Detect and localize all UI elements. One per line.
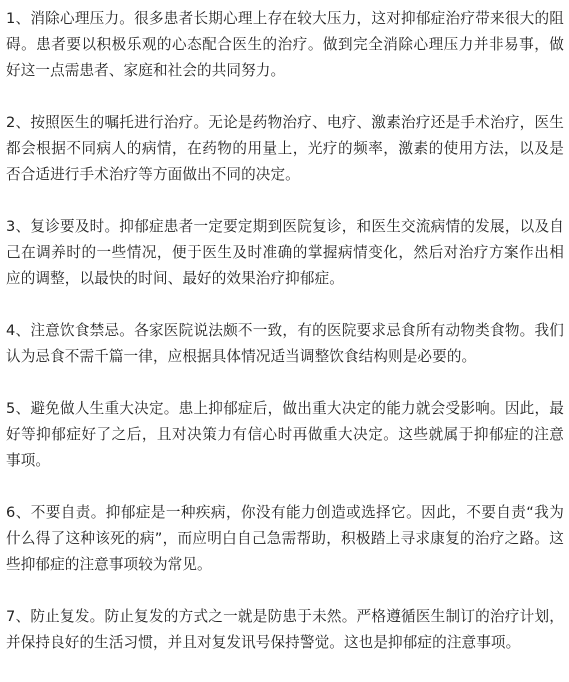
paragraph-7: 7、防止复发。防止复发的方式之一就是防患于未然。严格遵循医生制订的治疗计划，并保持良好的生活习惯，并且对复发讯号保持警觉。这也是抑郁症的注意事项。 xyxy=(6,608,564,651)
paragraph-2: 2、按照医生的嘱托进行治疗。无论是药物治疗、电疗、激素治疗还是手术治疗，医生都会根据不同病人的病情，在药物的用量上，光疗的频率，激素的使用方法，以及是否合适进行手术治疗等方面做出不同的决定。 xyxy=(6,114,564,183)
article-body xyxy=(6,6,564,682)
paragraph-5: 5、避免做人生重大决定。患上抑郁症后，做出重大决定的能力就会受影响。因此，最好等抑郁症好了之后，且对决策力有信心时再做重大决定。这些就属于抑郁症的注意事项。 xyxy=(6,400,564,469)
paragraph-6: 6、不要自责。抑郁症是一种疾病，你没有能力创造或选择它。因此，不要自责“我为什么得了这种该死的病”，而应明白自己急需帮助，积极踏上寻求康复的治疗之路。这些抑郁症的注意事项较为常见。 xyxy=(6,504,564,573)
paragraph-4: 4、注意饮食禁忌。各家医院说法颇不一致，有的医院要求忌食所有动物类食物。我们认为忌食不需千篇一律，应根据具体情况适当调整饮食结构则是必要的。 xyxy=(6,322,564,365)
paragraph-1: 1、消除心理压力。很多患者长期心理上存在较大压力，这对抑郁症治疗带来很大的阻碍。患者要以积极乐观的心态配合医生的治疗。做到完全消除心理压力并非易事，做好这一点需患者、家庭和社会的共同努力。 xyxy=(6,10,564,79)
paragraph-3: 3、复诊要及时。抑郁症患者一定要定期到医院复诊，和医生交流病情的发展，以及自己在调养时的一些情况，便于医生及时准确的掌握病情变化，然后对治疗方案作出相应的调整，以最快的时间、最好的效果治疗抑郁症。 xyxy=(6,218,564,287)
